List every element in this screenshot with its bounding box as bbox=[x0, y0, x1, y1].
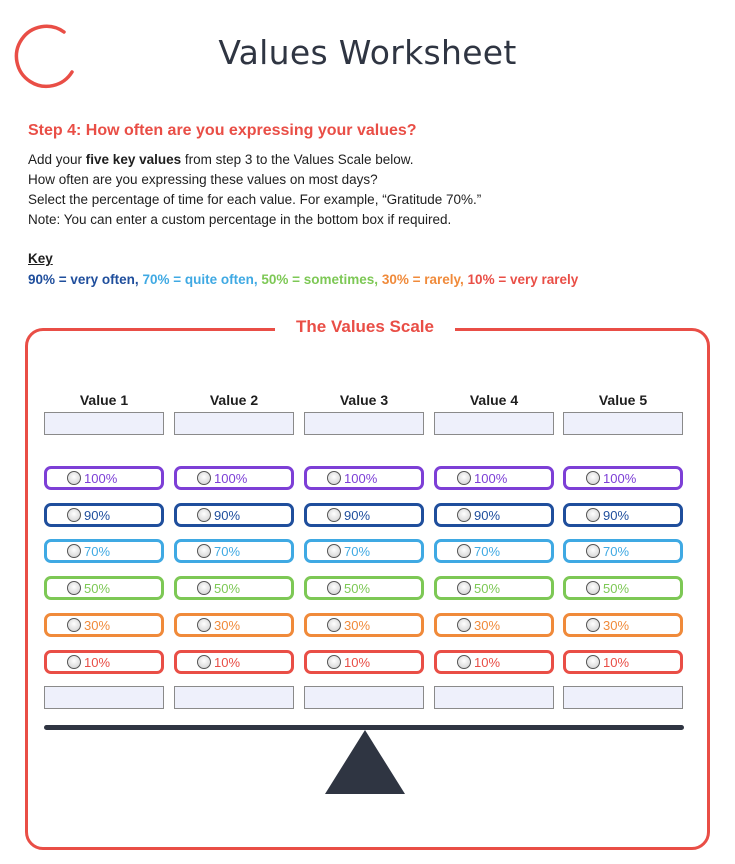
percentage-option[interactable] bbox=[563, 613, 683, 637]
custom-percentage-input[interactable] bbox=[304, 686, 424, 709]
radio-button-icon[interactable] bbox=[457, 544, 471, 558]
percentage-option[interactable] bbox=[563, 466, 683, 490]
percentage-option[interactable] bbox=[174, 613, 294, 637]
percentage-label: 90% bbox=[474, 507, 501, 523]
radio-button-icon[interactable] bbox=[457, 618, 471, 632]
percentage-label: 30% bbox=[474, 617, 501, 633]
value-column-4 bbox=[434, 392, 554, 670]
percentage-option[interactable] bbox=[44, 613, 164, 637]
radio-button-icon[interactable] bbox=[457, 581, 471, 595]
percentage-label: 70% bbox=[474, 543, 501, 559]
percentage-option[interactable] bbox=[44, 503, 164, 527]
key-entry: 30% = rarely, bbox=[381, 272, 464, 287]
values-scale-title: The Values Scale bbox=[275, 316, 455, 340]
percentage-option[interactable] bbox=[174, 503, 294, 527]
key-entry: 70% = quite often, bbox=[142, 272, 258, 287]
percentage-option[interactable] bbox=[44, 576, 164, 600]
percentage-label: 10% bbox=[344, 654, 371, 670]
percentage-option[interactable] bbox=[434, 613, 554, 637]
radio-button-icon[interactable] bbox=[197, 544, 211, 558]
percentage-label: 100% bbox=[214, 470, 248, 486]
instruction-line-2: How often are you expressing these values on most days? bbox=[28, 172, 378, 187]
radio-button-icon[interactable] bbox=[197, 581, 211, 595]
percentage-label: 50% bbox=[474, 580, 501, 596]
custom-percentage-input[interactable] bbox=[563, 686, 683, 709]
key-entry: 10% = very rarely bbox=[467, 272, 579, 287]
percentage-label: 100% bbox=[344, 470, 378, 486]
percentage-label: 90% bbox=[603, 507, 630, 523]
value-name-input[interactable] bbox=[563, 412, 683, 435]
percentage-label: 30% bbox=[214, 617, 241, 633]
radio-button-icon[interactable] bbox=[67, 544, 81, 558]
value-column-header: Value 5 bbox=[598, 392, 648, 408]
value-column-header: Value 1 bbox=[79, 392, 129, 408]
value-name-input[interactable] bbox=[44, 412, 164, 435]
percentage-option[interactable] bbox=[174, 576, 294, 600]
percentage-option[interactable] bbox=[563, 503, 683, 527]
value-name-input[interactable] bbox=[434, 412, 554, 435]
instruction-line-4: Note: You can enter a custom percentage in the bottom box if required. bbox=[28, 212, 452, 227]
value-column-header: Value 2 bbox=[209, 392, 259, 408]
percentage-option[interactable] bbox=[434, 466, 554, 490]
radio-button-icon[interactable] bbox=[327, 618, 341, 632]
key-label: Key bbox=[28, 251, 53, 266]
value-column-header: Value 4 bbox=[469, 392, 519, 408]
percentage-option[interactable] bbox=[304, 503, 424, 527]
instructions bbox=[28, 150, 481, 230]
percentage-label: 70% bbox=[344, 543, 371, 559]
radio-button-icon[interactable] bbox=[67, 581, 81, 595]
percentage-label: 90% bbox=[84, 507, 111, 523]
radio-button-icon[interactable] bbox=[67, 655, 81, 669]
value-column-header: Value 3 bbox=[339, 392, 389, 408]
instruction-line-1: Add your five key values from step 3 to the Values Scale below. bbox=[28, 152, 414, 167]
percentage-label: 70% bbox=[603, 543, 630, 559]
page-title: Values Worksheet bbox=[218, 33, 517, 72]
percentage-option[interactable] bbox=[304, 650, 424, 674]
percentage-option[interactable] bbox=[563, 650, 683, 674]
radio-button-icon[interactable] bbox=[67, 471, 81, 485]
value-name-input[interactable] bbox=[174, 412, 294, 435]
percentage-label: 10% bbox=[214, 654, 241, 670]
radio-button-icon[interactable] bbox=[67, 618, 81, 632]
radio-button-icon[interactable] bbox=[327, 544, 341, 558]
percentage-label: 10% bbox=[603, 654, 630, 670]
radio-button-icon[interactable] bbox=[197, 655, 211, 669]
percentage-option[interactable] bbox=[44, 650, 164, 674]
percentage-option[interactable] bbox=[434, 503, 554, 527]
radio-button-icon[interactable] bbox=[586, 581, 600, 595]
percentage-label: 100% bbox=[84, 470, 118, 486]
percentage-option[interactable] bbox=[563, 539, 683, 563]
radio-button-icon[interactable] bbox=[586, 618, 600, 632]
radio-button-icon[interactable] bbox=[197, 471, 211, 485]
radio-button-icon[interactable] bbox=[327, 581, 341, 595]
percentage-label: 50% bbox=[344, 580, 371, 596]
radio-button-icon[interactable] bbox=[586, 508, 600, 522]
percentage-option[interactable] bbox=[174, 650, 294, 674]
radio-button-icon[interactable] bbox=[197, 618, 211, 632]
percentage-option[interactable] bbox=[174, 539, 294, 563]
key-entry: 90% = very often, bbox=[28, 272, 139, 287]
percentage-label: 50% bbox=[84, 580, 111, 596]
radio-button-icon[interactable] bbox=[327, 655, 341, 669]
percentage-option[interactable] bbox=[174, 466, 294, 490]
percentage-label: 90% bbox=[214, 507, 241, 523]
value-column-1 bbox=[44, 392, 164, 670]
percentage-label: 30% bbox=[344, 617, 371, 633]
percentage-option[interactable] bbox=[434, 539, 554, 563]
percentage-option[interactable] bbox=[563, 576, 683, 600]
custom-percentage-input[interactable] bbox=[44, 686, 164, 709]
percentage-label: 90% bbox=[344, 507, 371, 523]
radio-button-icon[interactable] bbox=[586, 655, 600, 669]
radio-button-icon[interactable] bbox=[586, 544, 600, 558]
percentage-label: 30% bbox=[603, 617, 630, 633]
radio-button-icon[interactable] bbox=[586, 471, 600, 485]
percentage-label: 10% bbox=[474, 654, 501, 670]
radio-button-icon[interactable] bbox=[327, 471, 341, 485]
percentage-label: 50% bbox=[603, 580, 630, 596]
instruction-line-3: Select the percentage of time for each value. For example, “Gratitude 70%.” bbox=[28, 192, 482, 207]
percentage-option[interactable] bbox=[304, 466, 424, 490]
key-entry: 50% = sometimes, bbox=[261, 272, 379, 287]
percentage-option[interactable] bbox=[304, 613, 424, 637]
value-column-2 bbox=[174, 392, 294, 670]
percentage-label: 10% bbox=[84, 654, 111, 670]
value-column-5 bbox=[563, 392, 683, 670]
percentage-label: 50% bbox=[214, 580, 241, 596]
percentage-option[interactable] bbox=[44, 466, 164, 490]
radio-button-icon[interactable] bbox=[327, 508, 341, 522]
percentage-label: 30% bbox=[84, 617, 111, 633]
percentage-option[interactable] bbox=[434, 576, 554, 600]
radio-button-icon[interactable] bbox=[457, 655, 471, 669]
custom-percentage-input[interactable] bbox=[434, 686, 554, 709]
radio-button-icon[interactable] bbox=[67, 508, 81, 522]
fulcrum-icon bbox=[325, 730, 405, 794]
value-column-3 bbox=[304, 392, 424, 670]
percentage-option[interactable] bbox=[304, 576, 424, 600]
radio-button-icon[interactable] bbox=[457, 508, 471, 522]
percentage-option[interactable] bbox=[434, 650, 554, 674]
value-name-input[interactable] bbox=[304, 412, 424, 435]
custom-percentage-input[interactable] bbox=[174, 686, 294, 709]
percentage-label: 70% bbox=[84, 543, 111, 559]
key-legend bbox=[28, 272, 578, 287]
radio-button-icon[interactable] bbox=[457, 471, 471, 485]
radio-button-icon[interactable] bbox=[197, 508, 211, 522]
percentage-label: 100% bbox=[474, 470, 508, 486]
percentage-option[interactable] bbox=[44, 539, 164, 563]
percentage-option[interactable] bbox=[304, 539, 424, 563]
step-heading: Step 4: How often are you expressing your values? bbox=[28, 122, 417, 139]
percentage-label: 100% bbox=[603, 470, 637, 486]
percentage-label: 70% bbox=[214, 543, 241, 559]
